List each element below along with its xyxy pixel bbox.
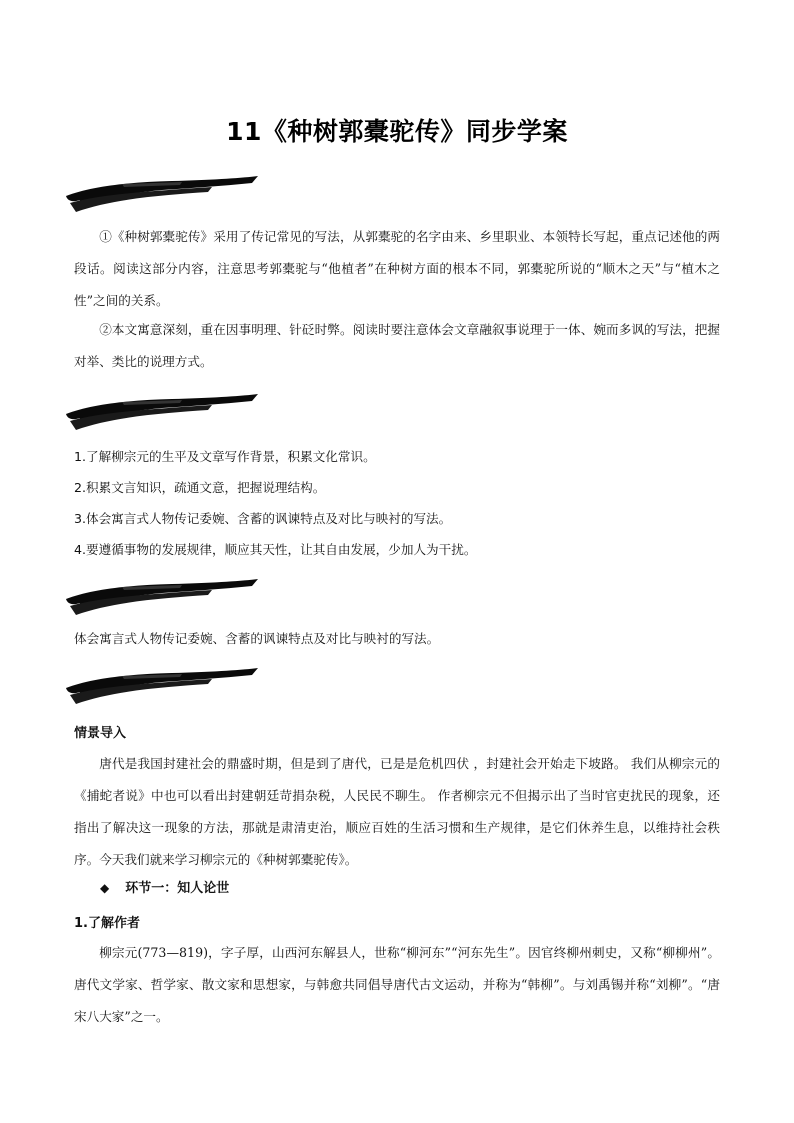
- ink-brush-stroke-icon: [62, 390, 262, 434]
- section-heading-label: 环节一：知人论世: [125, 881, 230, 896]
- ink-brush-stroke-icon: [62, 664, 262, 708]
- ink-brush-stroke-icon: [62, 172, 262, 216]
- ink-brush-stroke-icon: [62, 575, 262, 619]
- intro-paragraph: 唐代是我国封建社会的鼎盛时期，但是到了唐代，已是是危机四伏 ，封建社会开始走下坡路。 我们从柳宗元的《捕蛇者说》中也可以看出封建朝廷苛捐杂税，人民民不聊生。 作者柳宗元不但揭示出了当时官吏扰民的现象，还指出了解决这一现象的方法，那就是肃清吏治，顺应百姓的生活习惯和生产规律，是它们休养生息，以维持社会秩序。今天我们就来学习柳宗元的《种树郭橐驼传》。: [74, 756, 720, 867]
- diamond-bullet-icon: ◆: [100, 881, 110, 895]
- goal-item: 4.要遵循事物的发展规律，顺应其天性，让其自由发展，少加人为干扰。: [74, 542, 477, 557]
- intro-heading: 情景导入: [74, 726, 127, 741]
- page-title: 11《种树郭橐驼传》同步学案: [226, 117, 568, 146]
- section-heading: [100, 877, 229, 896]
- author-paragraph: 柳宗元(773—819)，字子厚，山西河东解县人，世称“柳河东”“河东先生”。因官终柳州刺史，又称“柳柳州”。唐代文学家、哲学家、散文家和思想家，与韩愈共同倡导唐代古文运动，并称为“韩柳”。与刘禹锡并称“刘柳”。“唐宋八大家”之一。: [74, 945, 720, 1024]
- goal-item: 1.了解柳宗元的生平及文章写作背景，积累文化常识。: [74, 449, 376, 464]
- key-point: 体会寓言式人物传记委婉、含蓄的讽谏特点及对比与映衬的写法。: [74, 631, 440, 646]
- goal-item: 3.体会寓言式人物传记委婉、含蓄的讽谏特点及对比与映衬的写法。: [74, 511, 452, 526]
- goal-item: 2.积累文言知识，疏通文意，把握说理结构。: [74, 480, 326, 495]
- guide-paragraph-1: ①《种树郭橐驼传》采用了传记常见的写法，从郭橐驼的名字由来、乡里职业、本领特长写起，重点记述他的两段话。阅读这部分内容，注意思考郭橐驼与“他植者”在种树方面的根本不同，郭橐驼所说的“顺木之天”与“植木之性”之间的关系。: [74, 229, 720, 308]
- author-heading: 1.了解作者: [74, 916, 140, 931]
- guide-paragraph-2: ②本文寓意深刻，重在因事明理、针砭时弊。阅读时要注意体会文章融叙事说理于一体、婉而多讽的写法，把握对举、类比的说理方式。: [74, 322, 720, 369]
